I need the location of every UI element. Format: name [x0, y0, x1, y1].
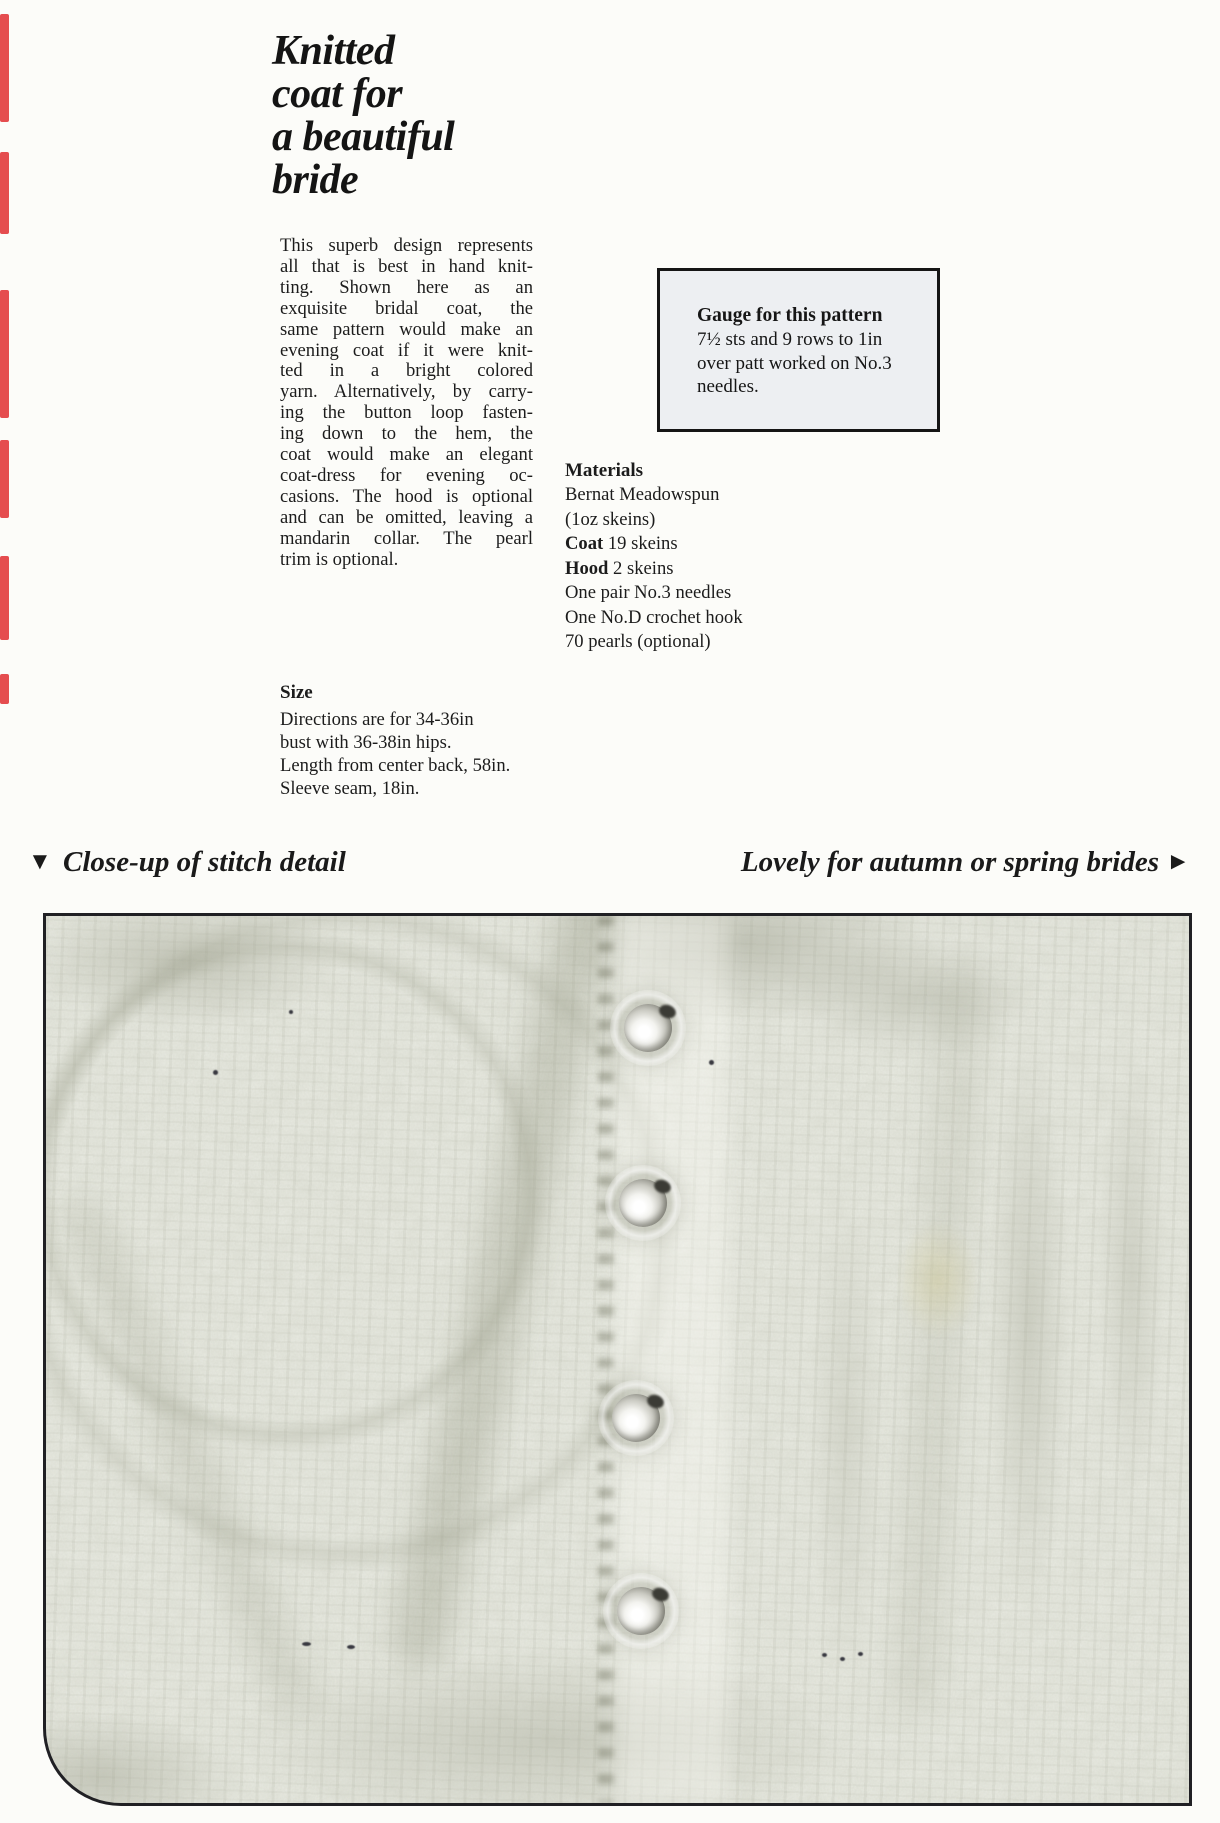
size-line: Sleeve seam, 18in. — [280, 778, 420, 799]
photo-speck — [347, 1645, 355, 1649]
caption-text: Close-up of stitch detail — [63, 846, 346, 878]
down-triangle-icon: ▼ — [28, 849, 56, 875]
intro-line: all that is best in hand knit- — [280, 255, 533, 277]
materials-item: Bernat Meadowspun — [565, 484, 720, 505]
size-section — [280, 682, 610, 800]
intro-line: ting. Shown here as an — [280, 276, 533, 298]
title-line: coat for — [272, 71, 403, 117]
materials-item: One No.D crochet hook — [565, 606, 743, 628]
caption-stitch-detail — [28, 846, 346, 879]
gauge-line: over patt worked on No.3 — [697, 352, 892, 374]
intro-line: evening coat if it were knit- — [280, 339, 533, 361]
photo-speck — [840, 1657, 845, 1661]
page-title — [272, 30, 454, 202]
intro-line: ing down to the hem, the — [280, 423, 533, 445]
gauge-line: needles. — [697, 376, 759, 397]
intro-line: ted in a bright colored — [280, 360, 533, 382]
intro-line: same pattern would make an — [280, 318, 533, 340]
intro-paragraph — [280, 236, 533, 571]
scan-artifact-mark — [0, 152, 9, 234]
intro-line: ing the button loop fasten- — [280, 402, 533, 424]
scan-artifact-mark — [0, 440, 9, 518]
gauge-heading: Gauge for this pattern — [697, 305, 883, 326]
intro-line: exquisite bridal coat, the — [280, 297, 533, 319]
title-line: Knitted — [272, 28, 395, 74]
title-line: bride — [272, 157, 359, 203]
intro-line: This superb design represents — [280, 235, 533, 256]
pearl-button-2 — [619, 1179, 667, 1227]
materials-heading: Materials — [565, 460, 644, 481]
size-line: bust with 36-38in hips. — [280, 732, 452, 753]
size-line: Length from center back, 58in. — [280, 755, 511, 776]
intro-line: casions. The hood is optional — [280, 485, 533, 507]
pearl-button-3 — [612, 1394, 660, 1442]
materials-item: 70 pearls (optional) — [565, 631, 711, 652]
materials-item: Coat 19 skeins — [565, 533, 678, 554]
intro-line: yarn. Alternatively, by carry- — [280, 381, 533, 403]
photo-speck — [709, 1060, 714, 1065]
gauge-line: 7½ sts and 9 rows to 1in — [697, 329, 883, 350]
photo-speck — [858, 1652, 863, 1656]
scan-artifact-mark — [0, 290, 9, 418]
title-line: a beautiful — [272, 114, 455, 160]
stitch-detail-photo — [43, 913, 1192, 1806]
caption-text: Lovely for autumn or spring brides — [740, 846, 1159, 878]
gauge-box — [657, 268, 940, 432]
right-triangle-icon: ► — [1166, 849, 1194, 875]
intro-line: and can be omitted, leaving a — [280, 506, 533, 528]
photo-speck — [302, 1642, 311, 1646]
pearl-button-1 — [624, 1004, 672, 1052]
materials-item: (1oz skeins) — [565, 508, 656, 530]
materials-item: One pair No.3 needles — [565, 582, 732, 603]
scan-artifact-mark — [0, 14, 9, 122]
intro-line: mandarin collar. The pearl — [280, 527, 533, 549]
photo-speck — [213, 1070, 218, 1075]
scan-artifact-mark — [0, 556, 9, 640]
materials-section — [565, 458, 895, 655]
scan-artifact-mark — [0, 674, 9, 704]
intro-line: coat would make an elegant — [280, 444, 533, 466]
size-line: Directions are for 34-36in — [280, 709, 474, 730]
intro-line: coat-dress for evening oc- — [280, 464, 533, 486]
intro-line: trim is optional. — [280, 548, 399, 570]
size-heading: Size — [280, 682, 313, 703]
button-placket-edge — [598, 916, 614, 1803]
materials-item: Hood 2 skeins — [565, 557, 674, 579]
photo-speck — [822, 1653, 827, 1657]
photo-speck — [289, 1010, 293, 1014]
pearl-button-4 — [617, 1587, 665, 1635]
caption-brides — [741, 846, 1194, 879]
